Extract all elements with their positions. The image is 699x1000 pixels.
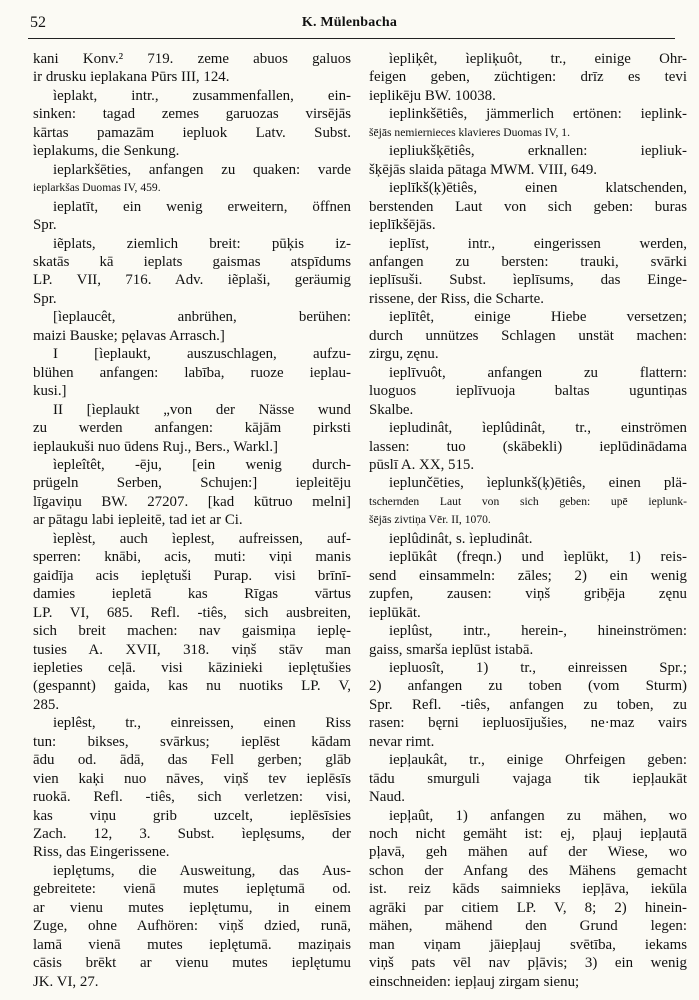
- text-line: lamā vienā mutes ieplętumā. maziņais: [33, 936, 351, 953]
- text-line: mähen, mähend den Grund legen:: [369, 918, 687, 935]
- text-line: ieplêst, tr., einreissen, einen Riss: [53, 715, 351, 732]
- text-line: LP. VI, 685. Refl. -tiês, sich ausbreiten,: [33, 604, 351, 621]
- text-line: skatās kā ieplats gaismas atspīdums: [33, 253, 351, 270]
- text-line: sperren: knābi, acis, muti: viņi manis: [33, 549, 351, 566]
- text-line: ieplīst, intr., eingerissen werden,: [389, 235, 687, 252]
- text-line: JK. VI, 27.: [33, 973, 99, 990]
- page-number: 52: [30, 14, 46, 31]
- text-line: iepleties ceļā. visi kāzinieki ieplętušies: [33, 659, 351, 676]
- text-line: ieplīkšējās.: [369, 217, 436, 234]
- text-line: rissene, der Riss, die Scharte.: [369, 290, 544, 307]
- text-line: pūslī A. XX, 515.: [369, 456, 475, 473]
- text-line: ist. reiz kāds saimnieks iepļāva, iekūla: [369, 881, 687, 898]
- text-line: cāsis brēkt ar vienu mutes ieplętumu: [33, 955, 351, 972]
- text-line: ieplûst, intr., herein-, hineinströmen:: [389, 623, 687, 640]
- text-line: send einsammeln: zāles; 2) ein wenig: [369, 567, 687, 584]
- text-line: ìeplakums, die Senkung.: [33, 143, 180, 160]
- text-line: ieplętums, die Ausweitung, das Aus-: [53, 862, 351, 879]
- text-line: maizi Bauske; pęlavas Arrasch.]: [33, 327, 225, 344]
- text-line: Zuge, ohne Aufhören: viņš dzied, runā,: [33, 918, 351, 935]
- running-head: K. Mülenbacha: [301, 15, 398, 30]
- left-column: [33, 50, 351, 991]
- text-line: ar vienu mutes ieplętumu, in einem: [33, 899, 351, 916]
- text-line: I [ìeplaukt, auszuschlagen, aufzu-: [53, 346, 351, 363]
- text-line: Spr. Refl. -tiês, anfangen zu toben, zu: [369, 696, 687, 713]
- text-line: sich breit machen: nav gaismiņa ieplę-: [33, 623, 351, 640]
- text-line: anfangen zu bersten: trauki, svārki: [369, 253, 687, 270]
- text-line: ìepleîtêt, -ēju, [ein wenig durch-: [53, 456, 351, 473]
- text-line: Skalbe.: [369, 401, 414, 418]
- header-rule: [28, 38, 675, 39]
- text-line: viņš pats vēl nav pļāvis; 3) ein wenig: [369, 955, 687, 972]
- text-line: ieplunčēties, ìeplunkš(ķ)ētiês, einen plä-: [389, 475, 687, 492]
- text-line: iepluosît, 1) tr., einreissen Spr.;: [389, 659, 687, 676]
- text-line: Spr.: [33, 290, 57, 307]
- text-line: šējās nemiernieces klavieres Duomas IV, 1.: [369, 125, 571, 139]
- text-line: iepļaukât, tr., einige Ohrfeigen geben:: [389, 752, 687, 769]
- text-line: ieplikēju BW. 10038.: [369, 87, 496, 104]
- text-line: iepļaût, 1) anfangen zu mähen, wo: [389, 807, 687, 824]
- text-line: luoguos ieplīvuoja baltas uguntiņas: [369, 383, 687, 400]
- text-line: zu werden anfangen: kājām pirksti: [33, 420, 351, 437]
- text-line: Riss, das Eingerissene.: [33, 844, 170, 861]
- text-line: ieplīvuôt, anfangen zu flattern:: [389, 364, 687, 381]
- text-line: ieplarkšas Duomas IV, 459.: [33, 181, 161, 195]
- text-line: ìeplèst, auch ìeplest, aufreissen, auf-: [53, 530, 351, 547]
- text-line: ìeplakt, intr., zusammenfallen, ein-: [53, 87, 351, 104]
- text-line: iepliukšķētiês, erknallen: iepliuk-: [389, 143, 687, 160]
- text-line: vien kaķi nuo nāves, viņš tev ieplēsīs: [33, 770, 351, 787]
- text-line: [ìeplaucêt, anbrühen, ‌berühen:: [53, 309, 351, 326]
- text-line: kani Konv.² 719. zeme abuos galuos: [33, 51, 351, 67]
- text-line: II [ìeplaukt „von der Nässe wund: [53, 401, 351, 418]
- text-line: tschernden Laut von sich geben: upē ieplunk-: [369, 494, 687, 508]
- text-line: tun: bikses, svārkus; ieplēst kādam: [33, 733, 351, 750]
- text-line: schon der Anfang des Mähens gemacht: [369, 862, 687, 879]
- text-line: Naud.: [369, 789, 405, 806]
- right-column: [369, 50, 687, 991]
- text-line: 285.: [33, 696, 60, 713]
- text-line: Spr.: [33, 217, 57, 234]
- text-line: feigen geben, züchtigen: drīz es tevi: [369, 69, 687, 86]
- text-line: einschneiden: iepļauj zirgam sienu;: [369, 973, 580, 990]
- text-line: kusi.]: [33, 383, 67, 400]
- text-line: gaidīja acis ieplętuši Purap. visi brīnī-: [33, 567, 351, 584]
- text-line: kārtas pamazām iepluok Latv. Subst.: [33, 124, 351, 141]
- text-line: tādu smurguli vajaga tik iepļaukāt: [369, 770, 687, 787]
- text-line: ìepliķêt, ìepliķuôt, tr., einige Ohr-: [389, 51, 687, 67]
- text-line: zirgu, zęnu.: [369, 346, 439, 363]
- text-line: noch nicht gemäht ist: ej, pļauj iepļautā: [369, 826, 687, 843]
- text-line: (gespannt) gaida, kas nu nuotiks LP. V,: [33, 678, 351, 695]
- text-line: ieplûdinât, s. ìepludinât.: [389, 530, 533, 547]
- text-line: gaiss, smarša ieplūst istabā.: [369, 641, 534, 658]
- text-line: iepludinât, ìeplûdinât, tr., einströmen: [389, 420, 687, 437]
- text-line: līgaviņu BW. 27207. [kad kūtruo melni]: [33, 493, 351, 510]
- text-line: LP. VII, 716. Adv. iẽplaši, geräumig: [33, 272, 351, 289]
- text-line: ieplītêt, einige Hiebe versetzen;: [389, 309, 687, 326]
- text-line: blühen anfangen: labība, ruoze ieplau-: [33, 364, 351, 381]
- text-line: šējās zivtiņa Vēr. II, 1070.: [369, 513, 491, 527]
- text-line: tusies A. XVII, 318. viņš stāv man: [33, 641, 351, 658]
- text-line: berstenden Laut von sich geben: buras: [369, 198, 687, 215]
- text-line: sinken: tagad zemes garuozas virsējās: [33, 106, 351, 123]
- text-line: gebreitete: vienā mutes ieplętumā od.: [33, 881, 351, 898]
- text-line: zupfen, zausen: viņš grib̦ēja zęnu: [369, 586, 687, 603]
- text-line: ieplūkât (freqn.) und ìeplūkt, 1) reis-: [389, 549, 687, 566]
- text-line: lassen: tuo (skābekli) ieplūdinādama: [369, 438, 687, 455]
- text-line: ieplarkšēties, anfangen zu quaken: varde: [53, 161, 351, 178]
- text-line: ieplūkāt.: [369, 604, 421, 621]
- text-line: ar pātagu labi iepleitē, tad iet ar Ci.: [33, 512, 243, 529]
- text-line: nevar rimt.: [369, 733, 435, 750]
- text-line: man viņam jāiepļauj svētība, iekams: [369, 936, 687, 953]
- text-line: pļavā, geh mähen auf der Wiese, wo: [369, 844, 687, 861]
- text-line: ieplaukuši nuo ūdens Ruj., Bers., Warkl.]: [33, 438, 279, 455]
- text-line: kas viņu grib uzcelt, ieplēsīsies: [33, 807, 351, 824]
- text-line: ruokā. Refl. -tiês, sich verletzen: visi,: [33, 789, 351, 806]
- text-line: ieplinkšētiês, jämmerlich ertönen: ieplink-: [389, 106, 687, 123]
- text-line: šķējās slaida pātaga MWM. VIII, 649.: [369, 161, 597, 178]
- text-line: rasen: bęrni iepluosījušies, ne·maz vairs: [369, 715, 687, 732]
- text-line: agrāki par citiem LP. V, 8; 2) hinein-: [369, 899, 687, 916]
- text-line: ir drusku ieplakana Pūrs III, 124.: [33, 69, 230, 86]
- text-line: ieplatīt, ein wenig erweitern, öffnen: [53, 198, 351, 215]
- text-line: ieplīkš(ķ)ētiês, einen klatschenden,: [389, 180, 687, 197]
- text-line: ieplīsuši. Subst. ìeplīsums, das Einge-: [369, 272, 687, 289]
- text-line: iẽplats, ziemlich breit: pūķis iz-: [53, 235, 351, 252]
- text-line: ādu od. ādā, das Fell gerben; glāb: [33, 752, 351, 769]
- text-line: 2) anfangen zu toben (vom Sturm): [369, 678, 687, 695]
- text-line: durch unnützes Schlagen unstät machen:: [369, 327, 687, 344]
- text-line: damies iepletā kas Rīgas vārtus: [33, 586, 351, 603]
- text-line: prügeln Serben, Schujen:] iepleitēju: [33, 475, 351, 492]
- text-line: Zach. 12, 3. Subst. ìeplęsums, der: [33, 826, 351, 843]
